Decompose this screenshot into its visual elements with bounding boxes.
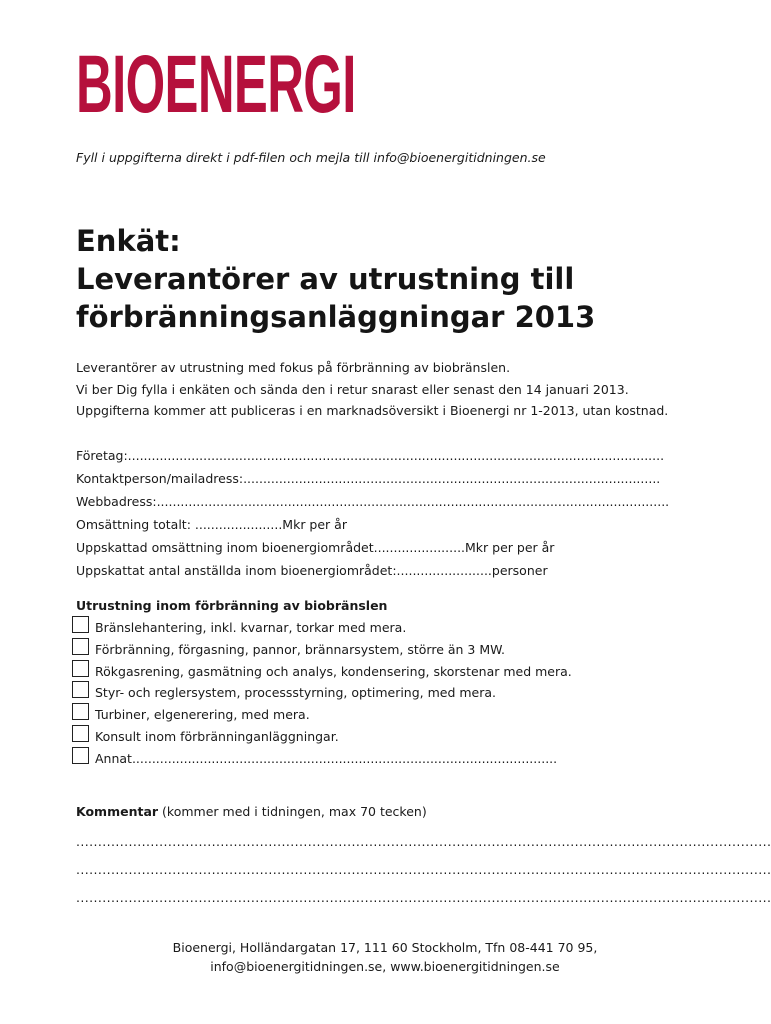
footer — [0, 938, 770, 976]
company-fields — [76, 444, 669, 582]
web-address-field[interactable]: Webbadress:................................................................................................................................. — [76, 494, 670, 509]
title-line-2: Leverantörer av utrustning till — [76, 262, 575, 296]
option-label: Annat........................................................................................................... — [95, 750, 558, 766]
option-label: Konsult inom förbränninganläggningar. — [95, 728, 339, 744]
instruction-text: Fyll i uppgifterna direkt i pdf-filen och mejla till info@bioenergitidningen.se — [76, 150, 546, 165]
intro-line-2: Vi ber Dig fylla i enkäten och sända den i retur snarast eller senast den 14 januari 2013. — [76, 381, 629, 397]
survey-title — [76, 222, 595, 336]
employees-field[interactable]: Uppskattat antal anställda inom bioenergiområdet:........................personer — [76, 563, 548, 578]
intro-text — [76, 357, 668, 422]
title-line-3: förbränningsanläggningar 2013 — [76, 300, 596, 334]
option-label: Styr- och reglersystem, processstyrning, optimering, med mera. — [95, 685, 497, 701]
comment-line-3[interactable]: ............................................................................................................................................................... — [76, 890, 771, 905]
comment-note: (kommer med i tidningen, max 70 tecken) — [162, 804, 427, 819]
comment-line-1[interactable]: ............................................................................................................................................................... — [76, 834, 771, 849]
checkbox[interactable] — [72, 725, 89, 742]
intro-line-3: Uppgifterna kommer att publiceras i en marknadsöversikt i Bioenergi nr 1-2013, utan kostnad. — [76, 403, 669, 418]
intro-line-1: Leverantörer av utrustning med fokus på förbränning av biobränslen. — [76, 360, 511, 375]
bioenergy-turnover-field[interactable]: Uppskattad omsättning inom bioenergiområdet.......................Mkr per per år — [76, 540, 555, 555]
checkbox[interactable] — [72, 638, 89, 655]
option-label: Rökgasrening, gasmätning och analys, kondensering, skorstenar med mera. — [95, 663, 572, 679]
option-label: Förbränning, förgasning, pannor, brännarsystem, större än 3 MW. — [95, 641, 506, 657]
company-field[interactable]: Företag:....................................................................................................................................... — [76, 448, 665, 463]
checkbox[interactable] — [72, 616, 89, 633]
comment-heading — [76, 804, 427, 819]
comment-label: Kommentar — [76, 804, 159, 819]
bioenergi-logo: BIOENERGI — [76, 39, 356, 130]
total-turnover-field[interactable]: Omsättning totalt: ......................Mkr per år — [76, 517, 347, 532]
contact-person-email-field[interactable]: Kontaktperson/mailadress:......................................................................................................... — [76, 471, 661, 486]
equipment-section-title: Utrustning inom förbränning av biobränslen — [76, 598, 388, 613]
footer-address: Bioenergi, Holländargatan 17, 111 60 Stockholm, Tfn 08-441 70 95, — [172, 940, 598, 955]
option-label: Bränslehantering, inkl. kvarnar, torkar med mera. — [95, 620, 407, 635]
footer-contact: info@bioenergitidningen.se, www.bioenergitidningen.se — [210, 959, 560, 974]
checkbox[interactable] — [72, 660, 89, 677]
checkbox[interactable] — [72, 703, 89, 720]
checkbox[interactable] — [72, 681, 89, 698]
option-label: Turbiner, elgenerering, med mera. — [95, 707, 310, 723]
checkbox[interactable] — [72, 747, 89, 764]
title-line-1: Enkät: — [76, 224, 181, 258]
comment-line-2[interactable]: ............................................................................................................................................................... — [76, 862, 771, 877]
